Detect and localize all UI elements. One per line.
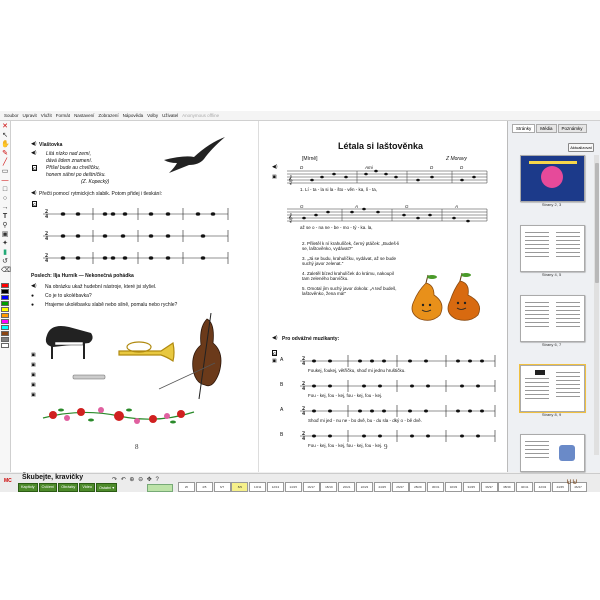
speaker-icon[interactable]: ◀) (272, 164, 278, 170)
scrollbar-thumb[interactable] (595, 163, 599, 283)
composer: Z Moravy (446, 156, 467, 162)
page-input[interactable] (147, 484, 173, 492)
rhythm-text-a1: Foukej, foukej, větříčku, shoď mi jednu hruštičku. (308, 368, 406, 373)
tab-media[interactable]: Média (536, 124, 556, 133)
thumbnail-pages-6-7[interactable] (520, 295, 585, 342)
right-page (260, 121, 507, 472)
page-button[interactable]: 16/17 (303, 482, 320, 492)
verse-3: 3. „Já se budu, krahulíčku, vydávat, až se bude suchý javor zelenat." (302, 256, 397, 266)
undo-tool-icon[interactable]: ↺ (2, 258, 8, 265)
camera-icon[interactable]: ▣ (272, 174, 277, 180)
color-swatch-red[interactable] (1, 283, 9, 288)
text-tool-icon[interactable]: T (2, 213, 8, 220)
svg-text:2: 2 (302, 356, 305, 362)
svg-text:2: 2 (45, 253, 48, 259)
hand-tool-icon[interactable]: ✋ (1, 141, 10, 148)
page-button[interactable]: 42/43 (534, 482, 551, 492)
chord-5: G (300, 204, 304, 209)
poem-line-3: Přišel bude au chvilíčku, (46, 165, 100, 171)
video-button[interactable]: Video (79, 483, 95, 492)
page-button[interactable]: 24/25 (374, 482, 391, 492)
page-button[interactable]: 14/15 (285, 482, 302, 492)
line-tool-icon[interactable]: — (1, 177, 9, 184)
verse-2: 2. Přiletěl k ní krahulíček, černý ptáček: „Budeš-li se, laštověnko, vydávat?" (302, 241, 400, 251)
thumbnail-text-lines (525, 441, 549, 442)
lyrics-line-1: 1. Lí - ta - la si la - što - věn - ka, lí - ta, (300, 187, 378, 192)
thumbnail-text-lines (525, 232, 549, 233)
instruments-illustration (29, 313, 239, 403)
song-heading-vlastovka: Vlaštovka (39, 142, 63, 148)
video-icon[interactable]: ▣ (31, 392, 36, 398)
chord-4: D (460, 165, 464, 170)
color-swatch-magenta[interactable] (1, 319, 9, 324)
thumbnail-text-lines (556, 232, 580, 233)
page-button[interactable]: 12/13 (267, 482, 284, 492)
svg-text:4: 4 (302, 361, 305, 367)
question-2: Co je to ukolébavka? (45, 293, 92, 299)
poem-author: (Z. Kopecký) (81, 179, 110, 185)
svg-text:4: 4 (302, 436, 305, 442)
marker-tool-icon[interactable]: ╱ (2, 159, 8, 166)
menu-napoveda[interactable]: Nápověda (122, 113, 144, 118)
screen-tool-icon[interactable]: ▣ (1, 231, 9, 238)
thumbnail-text-lines (525, 302, 549, 303)
page-button[interactable]: 8/9 (231, 482, 248, 492)
thumbnail-text-lines (556, 302, 580, 303)
menu-bar (0, 111, 600, 121)
svg-text:2: 2 (302, 431, 305, 437)
page-button[interactable]: 10/11 (249, 482, 266, 492)
lyrics-line-2: až se o - na ne - be - mo - tý - ka. la, (300, 225, 373, 230)
svg-text:𝄞: 𝄞 (288, 213, 293, 222)
svg-text:2: 2 (45, 231, 48, 237)
menu-uzivatel[interactable]: Uživatel (162, 113, 179, 118)
speaker-icon[interactable]: ◀) (31, 141, 37, 147)
menu-volby[interactable]: Volby (147, 113, 159, 118)
poem-line-1: Lítá nízko nad zemí, (46, 151, 92, 157)
clap-icon[interactable]: C (273, 351, 276, 356)
svg-text:4: 4 (45, 214, 48, 220)
tool-strip (0, 121, 11, 472)
row-label-a2: A (280, 407, 284, 413)
thumbnail-text-lines (556, 372, 580, 373)
svg-text:𝄞: 𝄞 (288, 175, 293, 184)
rhythm-score (280, 351, 500, 451)
page-button[interactable]: 34/35 (463, 482, 480, 492)
ostatni-dropdown[interactable]: Ostatní ▾ (96, 483, 117, 492)
menu-format[interactable]: Formát (55, 113, 71, 118)
clap-icon[interactable]: C (33, 202, 36, 207)
verse-5: 5. Omotal jím suchý javor dokola: „A teď budeš, laštověnko, žena má!" (302, 286, 397, 296)
color-swatch-blue[interactable] (1, 295, 9, 300)
page-button[interactable]: 20/21 (338, 482, 355, 492)
section-heading: Pro odvážné muzikanty: (282, 336, 340, 342)
page-button[interactable]: 22/23 (356, 482, 373, 492)
menu-nastaveni[interactable]: Nastavení (74, 113, 95, 118)
rhythm-text-b1: Fou - kej, fou - kej, fou - kej, fou - kej. (308, 393, 383, 398)
pen-tool-icon[interactable]: ✎ (2, 150, 8, 157)
svg-text:4: 4 (45, 236, 48, 242)
page-button[interactable]: 26/27 (392, 482, 409, 492)
row-label-b1: B (280, 382, 284, 388)
sidebar-tabs (512, 124, 588, 133)
thumbnail-pages-8-9[interactable] (520, 365, 585, 412)
page-button[interactable]: 28/29 (409, 482, 426, 492)
rhythm-text-a2: Shoď mi jed - nu ne - bo dvě, bu - du sla - dký o - bě dvě. (308, 418, 422, 423)
menu-zobrazeni[interactable]: Zobrazení (98, 113, 119, 118)
stamp-tool-icon[interactable]: ✦ (2, 240, 8, 247)
book-title: Škubejte, kravičky (22, 474, 84, 481)
page-button[interactable]: 40/41 (516, 482, 533, 492)
view-controls[interactable]: ↷ ↶ ⊕ ⊖ ✥ ? (112, 477, 160, 483)
speaker-icon[interactable]: ◀) (31, 283, 37, 289)
thumbnail-text-lines (525, 378, 549, 379)
swallow-illustration (159, 135, 229, 175)
ellipse-tool-icon[interactable]: ○ (2, 195, 8, 202)
application-window (0, 111, 600, 491)
menu-vlozit[interactable]: Vložit (40, 113, 52, 118)
tempo-marking: [Mírně] (302, 156, 318, 162)
video-icon[interactable]: ▣ (31, 362, 36, 368)
sidebar-scrollbar[interactable] (594, 155, 599, 455)
eraser-tool-icon[interactable]: ▭ (1, 168, 9, 175)
chord-3: D (430, 165, 434, 170)
svg-text:2: 2 (45, 209, 48, 215)
delete-tool-icon[interactable]: ⌫ (1, 267, 11, 274)
rectangle-tool-icon[interactable]: □ (2, 186, 8, 193)
video-icon[interactable]: ▣ (31, 372, 36, 378)
thumbnail-pages-4-5[interactable] (520, 225, 585, 272)
bullet-icon: ● (31, 302, 35, 308)
color-swatch-gray[interactable] (1, 337, 9, 342)
question-3: Hrajeme ukolébavku slabě nebo silně, pomalu nebo rychle? (45, 302, 178, 308)
rhythm-text-b2: Fou - kej, fou - kej, fou - kej, fou - kej. (308, 443, 383, 448)
tab-stranky[interactable]: Stránky (512, 124, 535, 133)
refresh-button[interactable]: Aktualizovat (568, 143, 594, 152)
thumbnail-picture (559, 445, 575, 461)
svg-text:4: 4 (302, 386, 305, 392)
left-page (11, 121, 259, 472)
svg-text:4: 4 (302, 411, 305, 417)
menu-offline-status: Anonymous offline (182, 113, 220, 118)
chord-1: D (300, 165, 304, 170)
bullet-icon: ● (31, 293, 35, 299)
app-logo: MC (4, 478, 12, 484)
verse-4: 4. Zaletěl bízed krahulíček do krámu, nakoupil tam zeleného barvíčku. (302, 271, 394, 281)
row-label-b2: B (280, 432, 284, 438)
cover-title-bar (529, 161, 577, 164)
page-button[interactable]: 44/45 (552, 482, 569, 492)
poem-line-4: honem sáhni po deštníčku. (46, 172, 106, 178)
thumbnail-label: Strany 2, 3 (541, 202, 562, 207)
menu-soubor[interactable]: Soubor (4, 113, 19, 118)
page-button[interactable]: 4/5 (196, 482, 213, 492)
question-1: Na obrázku ukaž hudební nástroje, které jsi slyšel. (45, 284, 157, 290)
speaker-icon[interactable]: ◀) (31, 150, 37, 156)
tab-poznamky[interactable]: Poznámky (558, 124, 587, 133)
pointer-tool-icon[interactable]: ↖ (2, 132, 8, 139)
thumbnail-label: Strany 6, 7 (541, 342, 562, 347)
pears-illustration (408, 273, 488, 323)
svg-text:2: 2 (302, 406, 305, 412)
page-button[interactable]: 30/31 (427, 482, 444, 492)
page-navigator (178, 482, 587, 492)
menu-upravit[interactable]: Upravit (22, 113, 37, 118)
floral-decoration (41, 404, 196, 426)
obrazky-button[interactable]: Obrázky (58, 483, 78, 492)
chord-8: A (455, 204, 459, 209)
listening-heading: Poslech: Ilja Hurník — Nekonečná pohádka (31, 273, 134, 279)
book-spread (11, 121, 508, 472)
thumbnail-pages-2-3[interactable] (520, 155, 585, 202)
video-icon[interactable]: ▣ (31, 382, 36, 388)
color-swatch-orange[interactable] (1, 313, 9, 318)
page-button[interactable]: 36/37 (481, 482, 498, 492)
color-swatch-brown[interactable] (1, 331, 9, 336)
page-button[interactable]: 38/39 (498, 482, 515, 492)
chord-6: A (355, 204, 359, 209)
thumbnail-swallow (535, 370, 545, 375)
rhythm-exercise (33, 204, 233, 268)
thumbnail-label: Strany 8, 9 (541, 412, 562, 417)
chord-2: Ami (365, 165, 373, 170)
kapitoly-button[interactable]: Kapitoly (18, 483, 38, 492)
close-tool-icon[interactable]: ✕ (2, 123, 8, 130)
cviceni-button[interactable]: Cvičení (39, 483, 58, 492)
rhythm-instruction: Přečti pomocí rytmických slabik. Potom přidej i tleskání: (39, 191, 163, 197)
color-swatch-green[interactable] (1, 301, 9, 306)
page-button[interactable]: 46/47 (570, 482, 587, 492)
page-number-left: 8 (135, 443, 139, 451)
page-button[interactable]: 18/19 (320, 482, 337, 492)
clap-icon[interactable]: C (33, 166, 36, 171)
chord-7: G (405, 204, 409, 209)
video-icon[interactable]: ▣ (31, 352, 36, 358)
svg-text:2: 2 (302, 381, 305, 387)
svg-text:4: 4 (45, 258, 48, 264)
section-buttons (18, 483, 118, 492)
row-label-a1: A (280, 357, 284, 363)
thumbnail-label: Strany 4, 5 (541, 272, 562, 277)
speaker-icon[interactable]: ◀) (31, 190, 37, 196)
color-swatch-cyan[interactable] (1, 325, 9, 330)
thumbnail-pages-10-11[interactable] (520, 434, 585, 472)
color-swatch-white[interactable] (1, 343, 9, 348)
page-button[interactable]: 32/33 (445, 482, 462, 492)
song-title: Létala si laštověnka (338, 141, 424, 151)
page-sidebar (508, 121, 600, 472)
camera-icon[interactable]: ▣ (272, 358, 277, 364)
color-swatch-yellow[interactable] (1, 307, 9, 312)
highlight-tool-icon[interactable]: ▮ (3, 249, 7, 256)
arrow-tool-icon[interactable]: → (1, 204, 9, 211)
page-button[interactable]: 6/7 (214, 482, 231, 492)
speaker-icon[interactable]: ◀) (272, 335, 278, 341)
poem-line-2: dává lidem znamení. (46, 158, 93, 164)
page-number-right: 9 (384, 443, 388, 451)
bottom-bar (0, 473, 600, 492)
basket-icon[interactable]: ⊌⊌ (566, 477, 578, 486)
cover-art-icon (541, 166, 563, 188)
page-button[interactable]: I/II (178, 482, 195, 492)
color-swatch-black[interactable] (1, 289, 9, 294)
zoom-tool-icon[interactable]: ⚲ (2, 222, 8, 229)
